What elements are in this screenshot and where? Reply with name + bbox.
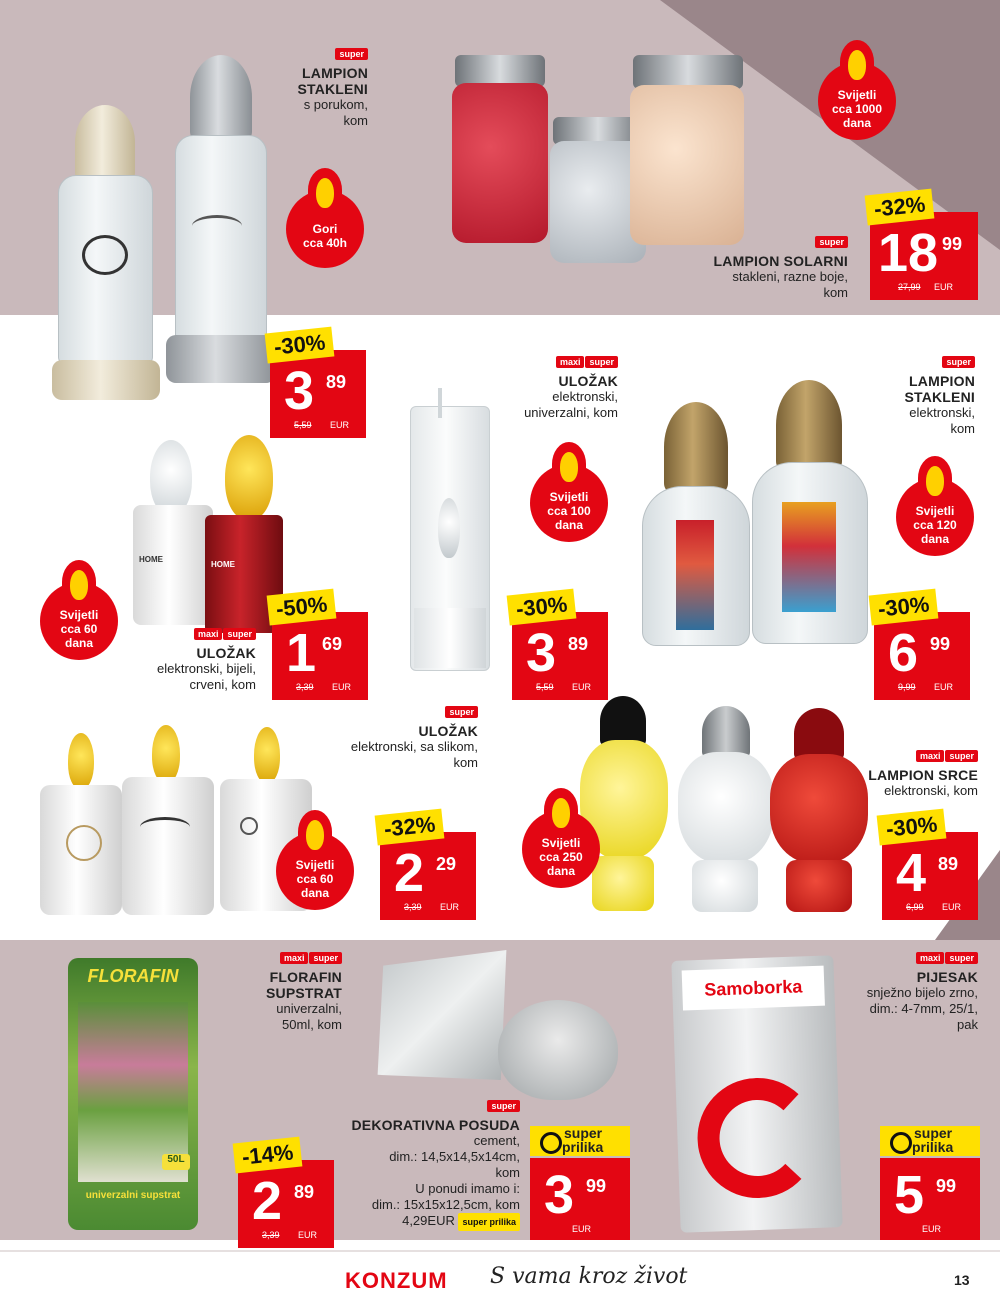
- price-cents: 99: [936, 1176, 957, 1196]
- product-desc-line: kom: [495, 1165, 520, 1180]
- product-desc-line: elektronski, kom: [884, 783, 978, 798]
- page-number: 13: [954, 1272, 970, 1288]
- heart-icon: [82, 235, 128, 275]
- product-desc-line: dim.: 4-7mm, 25/1,: [869, 1001, 978, 1016]
- product-image-florafin-bag: [68, 958, 198, 1230]
- price-main: 2: [394, 843, 425, 903]
- yellow-flame-icon: [225, 435, 273, 520]
- currency: EUR: [572, 1224, 592, 1234]
- currency: EUR: [942, 902, 962, 912]
- price-tag: [874, 591, 970, 700]
- flame-text-line: cca 40h: [302, 236, 348, 250]
- old-price: 27,99: [898, 282, 921, 292]
- price-main: 3: [526, 623, 557, 683]
- clear-flame-icon: [150, 440, 192, 515]
- product-title-line: FLORAFIN: [269, 969, 342, 985]
- product-image-square-pot: [372, 950, 512, 1080]
- dove-icon: [192, 215, 242, 237]
- old-price: 3,39: [404, 902, 422, 912]
- discount-label: -32%: [865, 189, 935, 226]
- product-image-lampion-roses-left: [636, 402, 756, 652]
- price-main: 18: [878, 223, 939, 283]
- product-desc-line: kom: [343, 113, 368, 128]
- yellow-flame-icon: [254, 727, 280, 783]
- product-image-samoborka-sack: [671, 955, 842, 1232]
- prilika-line: super: [564, 1125, 603, 1141]
- product-desc-line: univerzalni, kom: [524, 405, 618, 420]
- maxi-badge: maxi: [916, 952, 945, 964]
- flame-badge: [896, 456, 974, 566]
- flame-text-line: cca 100: [547, 504, 591, 518]
- price-cents: 89: [938, 854, 959, 874]
- flower-pattern-icon: [782, 502, 836, 612]
- price-tag: [880, 1158, 980, 1240]
- product-desc-line: crveni, kom: [189, 677, 256, 692]
- flame-badge: [40, 560, 118, 670]
- product-info-dekorativna-posuda: [330, 1096, 520, 1231]
- flame-text-line: dana: [554, 518, 583, 532]
- product-info-ulozak-sa-slikom: [318, 702, 478, 771]
- currency: EUR: [440, 902, 460, 912]
- old-price: 9,99: [898, 682, 916, 692]
- old-price: 3,39: [296, 682, 314, 692]
- product-image-ulozak-tube: [400, 388, 500, 678]
- currency: EUR: [298, 1230, 318, 1240]
- footer-slogan: S vama kroz život: [490, 1264, 688, 1289]
- price-main: 6: [888, 623, 919, 683]
- maxi-badge: maxi: [194, 628, 223, 640]
- super-badge: super: [942, 356, 975, 368]
- currency: EUR: [572, 682, 592, 692]
- silver-cap: [702, 706, 750, 758]
- flame-badge: [522, 788, 600, 898]
- flame-text-line: Svijetli: [295, 858, 335, 872]
- super-badge: super: [945, 750, 978, 762]
- price-tag: [380, 811, 476, 920]
- product-desc-line: U ponudi imamo i:: [415, 1181, 520, 1196]
- product-desc-line: elektronski, sa slikom,: [350, 739, 478, 754]
- alarm-clock-icon: [890, 1132, 912, 1154]
- flame-text-line: Svijetli: [915, 504, 955, 518]
- samoborka-logo: Samoborka: [682, 966, 825, 1011]
- price-tag: [512, 591, 608, 700]
- price-tag: [882, 811, 978, 920]
- yellow-flame-icon: [152, 725, 180, 783]
- alarm-clock-icon: [540, 1132, 562, 1154]
- price-cents: 29: [436, 854, 457, 874]
- flame-badge: [276, 810, 354, 920]
- florafin-volume: 50L: [162, 1154, 190, 1170]
- discount-label: -30%: [877, 809, 947, 846]
- currency: EUR: [332, 682, 352, 692]
- ulozak-label: HOME: [211, 560, 235, 569]
- product-desc-line: cement,: [473, 1133, 520, 1148]
- price-tag: [238, 1139, 334, 1248]
- price-cents: 99: [586, 1176, 607, 1196]
- product-title-line: LAMPION SOLARNI: [713, 253, 848, 269]
- old-price: 6,99: [906, 902, 924, 912]
- product-info-lampion-stakleni-elektronski: [820, 352, 975, 437]
- flame-text-line: cca 60: [60, 622, 98, 636]
- product-title-line: SUPSTRAT: [265, 985, 342, 1001]
- price-main: 5: [894, 1165, 925, 1225]
- old-price: 3,39: [262, 1230, 280, 1240]
- super-prilika-banner: [880, 1126, 980, 1156]
- price-cents: 99: [930, 634, 951, 654]
- product-desc-line: dim.: 14,5x14,5x14cm,: [389, 1149, 520, 1164]
- price-main: 1: [286, 623, 317, 683]
- price-tag: [272, 591, 368, 700]
- flame-text-line: Svijetli: [541, 836, 581, 850]
- product-image-ulozak-white-red: [125, 435, 285, 635]
- flame-text-line: dana: [64, 636, 93, 650]
- flame-badge: [530, 442, 608, 552]
- product-desc-line: stakleni, razne boje,: [732, 269, 848, 284]
- super-badge: super: [487, 1100, 520, 1112]
- flame-text-line: dana: [546, 864, 575, 878]
- price-main: 2: [252, 1171, 283, 1231]
- product-desc-line: 50ml, kom: [282, 1017, 342, 1032]
- flame-badge: [818, 40, 896, 150]
- super-badge: super: [223, 628, 256, 640]
- product-info-ulozak-bijeli-crveni: [120, 624, 256, 693]
- price-tag: [530, 1158, 630, 1240]
- flame-text-line: Svijetli: [837, 88, 877, 102]
- flame-text-line: dana: [842, 116, 871, 130]
- product-image-round-pot: [498, 1000, 618, 1100]
- product-desc-line: kom: [453, 755, 478, 770]
- price-tag: [870, 191, 978, 300]
- product-desc-line: univerzalni,: [276, 1001, 342, 1016]
- prilika-line: prilika: [912, 1139, 954, 1155]
- price-tag: [270, 329, 366, 438]
- super-badge: super: [585, 356, 618, 368]
- konzum-logo: KONZUM: [345, 1268, 448, 1293]
- currency: EUR: [934, 682, 954, 692]
- product-title-line: ULOŽAK: [418, 723, 478, 739]
- flame-text-line: dana: [300, 886, 329, 900]
- maxi-badge: maxi: [556, 356, 585, 368]
- product-title-line: ULOŽAK: [196, 645, 256, 661]
- product-image-lampion-cream: [40, 85, 170, 415]
- flame-text-line: cca 60: [296, 872, 334, 886]
- angel-icon: [66, 825, 102, 861]
- product-desc-line: pak: [957, 1017, 978, 1032]
- product-info-lampion-srce: [838, 746, 978, 799]
- dove-icon: [140, 817, 190, 837]
- price-main: 4: [896, 843, 927, 903]
- old-price: 5,59: [536, 682, 554, 692]
- product-info-lampion-solarni: [690, 232, 848, 301]
- maxi-badge: maxi: [916, 750, 945, 762]
- super-badge: super: [945, 952, 978, 964]
- product-desc-line: kom: [950, 421, 975, 436]
- yellow-flame-icon: [68, 733, 94, 789]
- prilika-line: super: [914, 1125, 953, 1141]
- super-badge: super: [815, 236, 848, 248]
- super-badge: super: [309, 952, 342, 964]
- super-prilika-banner: [530, 1126, 630, 1156]
- currency: EUR: [922, 1224, 942, 1234]
- discount-label: -30%: [507, 589, 577, 626]
- footer-divider: [0, 1250, 1000, 1252]
- price-cents: 89: [326, 372, 347, 392]
- clear-flame-icon: [438, 498, 460, 558]
- price-cents: 89: [294, 1182, 315, 1202]
- product-title-line: PIJESAK: [916, 969, 978, 985]
- product-desc-line: elektronski,: [552, 389, 618, 404]
- florafin-bag-subtitle: univerzalni supstrat: [85, 1190, 181, 1201]
- rose-pattern-icon: [676, 520, 714, 630]
- product-title-line: LAMPION SRCE: [868, 767, 978, 783]
- product-title-line: STAKLENI: [904, 389, 975, 405]
- product-image-solar-jar-peach: [628, 55, 748, 255]
- discount-label: -50%: [267, 589, 337, 626]
- flame-text-line: Gori: [312, 222, 338, 236]
- product-desc-line: elektronski,: [909, 405, 975, 420]
- super-prilika-badge: super prilika: [458, 1213, 520, 1231]
- ulozak-label: HOME: [139, 555, 163, 564]
- flame-text-line: Svijetli: [59, 608, 99, 622]
- flame-text-line: cca 120: [913, 518, 957, 532]
- price-cents: 99: [942, 234, 963, 254]
- black-cap: [600, 696, 646, 746]
- maxi-badge: maxi: [280, 952, 309, 964]
- flame-badge: [286, 168, 364, 278]
- price-cents: 89: [568, 634, 589, 654]
- product-title-line: ULOŽAK: [558, 373, 618, 389]
- discount-label: -32%: [375, 809, 445, 846]
- samoborka-swirl-icon: [695, 1076, 819, 1200]
- currency: EUR: [934, 282, 954, 292]
- price-main: 3: [284, 361, 315, 421]
- super-badge: super: [445, 706, 478, 718]
- product-title-line: LAMPION: [302, 65, 368, 81]
- super-badge: super: [335, 48, 368, 60]
- prilika-line: prilika: [562, 1139, 604, 1155]
- product-info-florafin-supstrat: [210, 948, 342, 1033]
- flame-text-line: dana: [920, 532, 949, 546]
- old-price: 5,59: [294, 420, 312, 430]
- price-main: 3: [544, 1165, 575, 1225]
- product-info-pijesak: [838, 948, 978, 1033]
- extra-price: 4,29EUR: [402, 1213, 455, 1228]
- product-info-lampion-stakleni-porukom: [240, 44, 368, 129]
- flame-text-line: cca 1000: [831, 102, 883, 116]
- product-title-line: STAKLENI: [297, 81, 368, 97]
- product-desc-line: snježno bijelo zrno,: [866, 985, 978, 1000]
- price-cents: 69: [322, 634, 343, 654]
- product-info-ulozak-univerzalni: [480, 352, 618, 421]
- florafin-bag-logo: FLORAFIN: [87, 966, 179, 986]
- red-cap: [794, 708, 844, 760]
- product-title-line: LAMPION: [909, 373, 975, 389]
- product-image-lampion-hearts: [580, 696, 880, 921]
- currency: EUR: [330, 420, 350, 430]
- discount-label: -30%: [869, 589, 939, 626]
- product-title-line: DEKORATIVNA POSUDA: [351, 1117, 520, 1133]
- flame-text-line: cca 250: [539, 850, 583, 864]
- product-desc-line: s porukom,: [303, 97, 368, 112]
- product-desc-line: dim.: 15x15x12,5cm, kom: [371, 1197, 520, 1212]
- dandelion-icon: [240, 817, 258, 835]
- flame-text-line: Svijetli: [549, 490, 589, 504]
- discount-label: -14%: [233, 1137, 303, 1174]
- discount-label: -30%: [265, 327, 335, 364]
- product-desc-line: kom: [823, 285, 848, 300]
- product-desc-line: elektronski, bijeli,: [157, 661, 256, 676]
